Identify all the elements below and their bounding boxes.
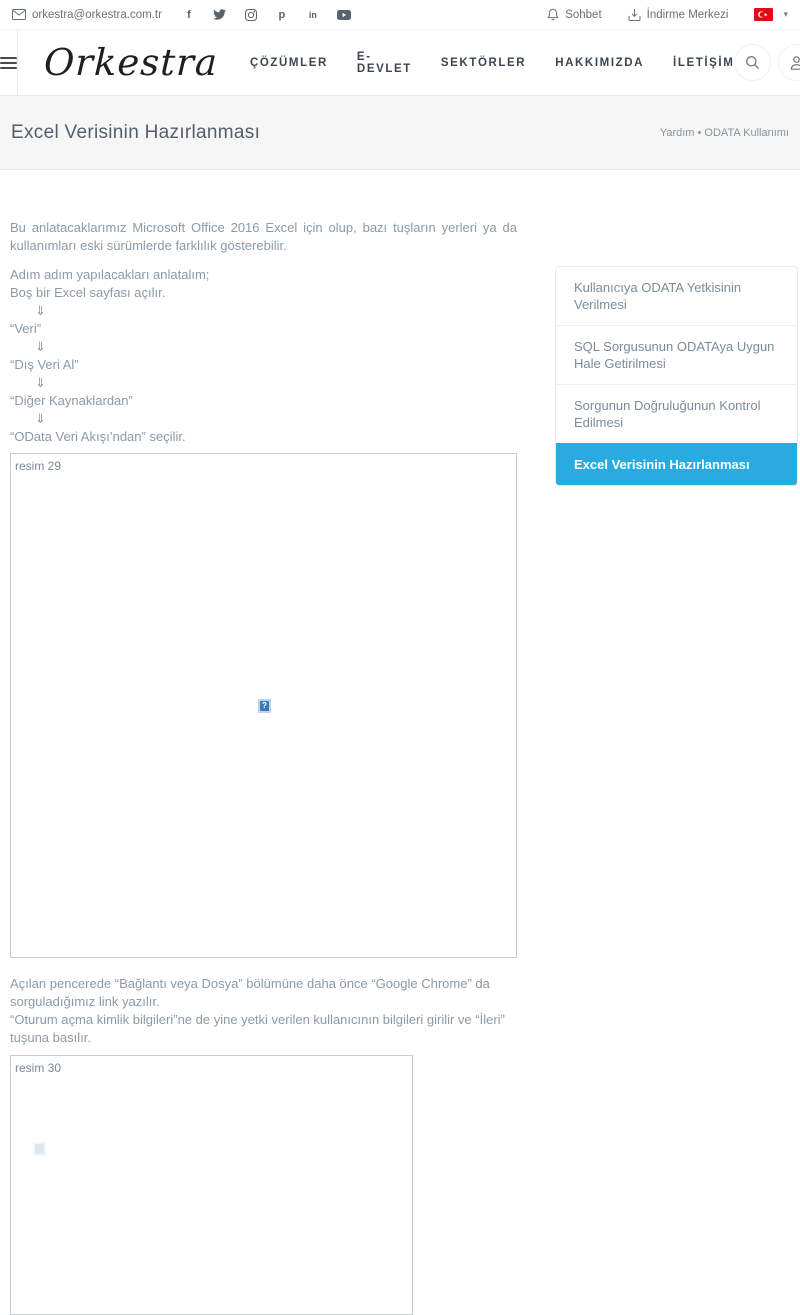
content-area	[0, 219, 800, 1315]
download-center-link[interactable]	[628, 8, 729, 21]
step-start: Boş bir Excel sayfası açılır.	[10, 285, 166, 300]
step-item: “OData Veri Akışı’ndan” seçilir.	[10, 429, 186, 444]
article-body	[10, 219, 517, 1315]
step-item: “Veri”	[10, 321, 42, 336]
turkish-flag-icon	[754, 8, 773, 21]
orkestra-logo[interactable]: Orkestra	[43, 41, 219, 84]
broken-image-resim-29	[10, 453, 517, 958]
facebook-icon[interactable]: f	[187, 8, 191, 21]
twitter-icon[interactable]	[213, 8, 227, 22]
top-utility-bar	[0, 0, 800, 30]
bell-icon	[547, 8, 559, 21]
down-arrow-icon: ⇓	[35, 375, 46, 390]
image-alt-text: resim 29	[15, 459, 62, 473]
search-button[interactable]	[734, 44, 771, 81]
menu-button[interactable]	[0, 30, 18, 95]
down-arrow-icon: ⇓	[35, 303, 46, 318]
contact-email: orkestra@orkestra.com.tr	[32, 8, 162, 21]
main-header	[0, 30, 800, 95]
broken-image-icon: ?	[258, 699, 271, 713]
sidebar-item-excel-hazirlanmasi[interactable]: Excel Verisinin Hazırlanması	[556, 443, 797, 485]
intro-paragraph: Bu anlatacaklarımız Microsoft Office 2016 Excel için olup, bazı tuşların yerleri ya da kullanımları eski sürümlerde farklılık gösterebilir.	[10, 220, 517, 253]
envelope-icon	[12, 9, 26, 20]
paragraph-3: “Oturum açma kimlik bilgileri”ne de yine yetki verilen kullanıcının bilgileri girilir ve “İleri” tuşuna basılır.	[10, 1012, 505, 1045]
breadcrumb[interactable]: Yardım • ODATA Kullanımı	[659, 126, 789, 139]
paragraph-2: Açılan pencerede “Bağlantı veya Dosya” bölümüne daha önce “Google Chrome” da sorguladığımız link yazılır.	[10, 976, 490, 1009]
header-buttons	[734, 44, 800, 81]
steps-intro: Adım adım yapılacakları anlatalım;	[10, 267, 210, 282]
sidebar-item-odata-yetki[interactable]: Kullanıcıya ODATA Yetkisinin Verilmesi	[574, 280, 742, 312]
page-title: Excel Verisinin Hazırlanması	[11, 121, 261, 143]
download-icon	[628, 8, 641, 21]
nav-cozumler[interactable]: ÇÖZÜMLER	[249, 56, 328, 69]
contact-email-link[interactable]	[12, 9, 162, 21]
nav-iletisim[interactable]: İLETİŞİM	[673, 56, 735, 69]
image-alt-text: resim 30	[15, 1061, 62, 1075]
related-topics-sidebar	[555, 266, 798, 486]
nav-e-devlet[interactable]: E-DEVLET	[356, 50, 412, 75]
broken-image-icon	[33, 1142, 46, 1156]
person-icon	[789, 55, 800, 71]
nav-hakkimizda[interactable]: HAKKIMIZDA	[555, 56, 645, 69]
page-title-bar	[0, 95, 800, 170]
linkedin-icon[interactable]: in	[308, 9, 317, 20]
instagram-icon[interactable]	[244, 8, 258, 22]
broken-image-resim-30	[10, 1055, 413, 1315]
step-item: “Dış Veri Al”	[10, 357, 79, 372]
language-selector[interactable]	[754, 8, 788, 21]
hamburger-icon	[0, 54, 17, 72]
chat-label: Sohbet	[565, 8, 602, 21]
sidebar-item-sql-sorgu[interactable]: SQL Sorgusunun ODATAya Uygun Hale Getirilmesi	[556, 325, 797, 384]
pinterest-icon[interactable]: p	[278, 8, 286, 21]
down-arrow-icon: ⇓	[35, 339, 46, 354]
down-arrow-icon: ⇓	[35, 411, 46, 426]
account-button[interactable]	[778, 44, 800, 81]
download-center-label: İndirme Merkezi	[646, 8, 729, 21]
social-links	[182, 8, 351, 22]
sidebar-item-sorgu-kontrol[interactable]: Sorgunun Doğruluğunun Kontrol Edilmesi	[556, 384, 797, 443]
chat-link[interactable]	[547, 8, 601, 21]
chevron-down-icon: ▾	[783, 9, 788, 19]
search-icon	[745, 55, 760, 70]
nav-sektorler[interactable]: SEKTÖRLER	[440, 56, 527, 69]
youtube-icon[interactable]	[337, 8, 351, 22]
step-item: “Diğer Kaynaklardan”	[10, 393, 133, 408]
main-nav	[250, 51, 734, 75]
